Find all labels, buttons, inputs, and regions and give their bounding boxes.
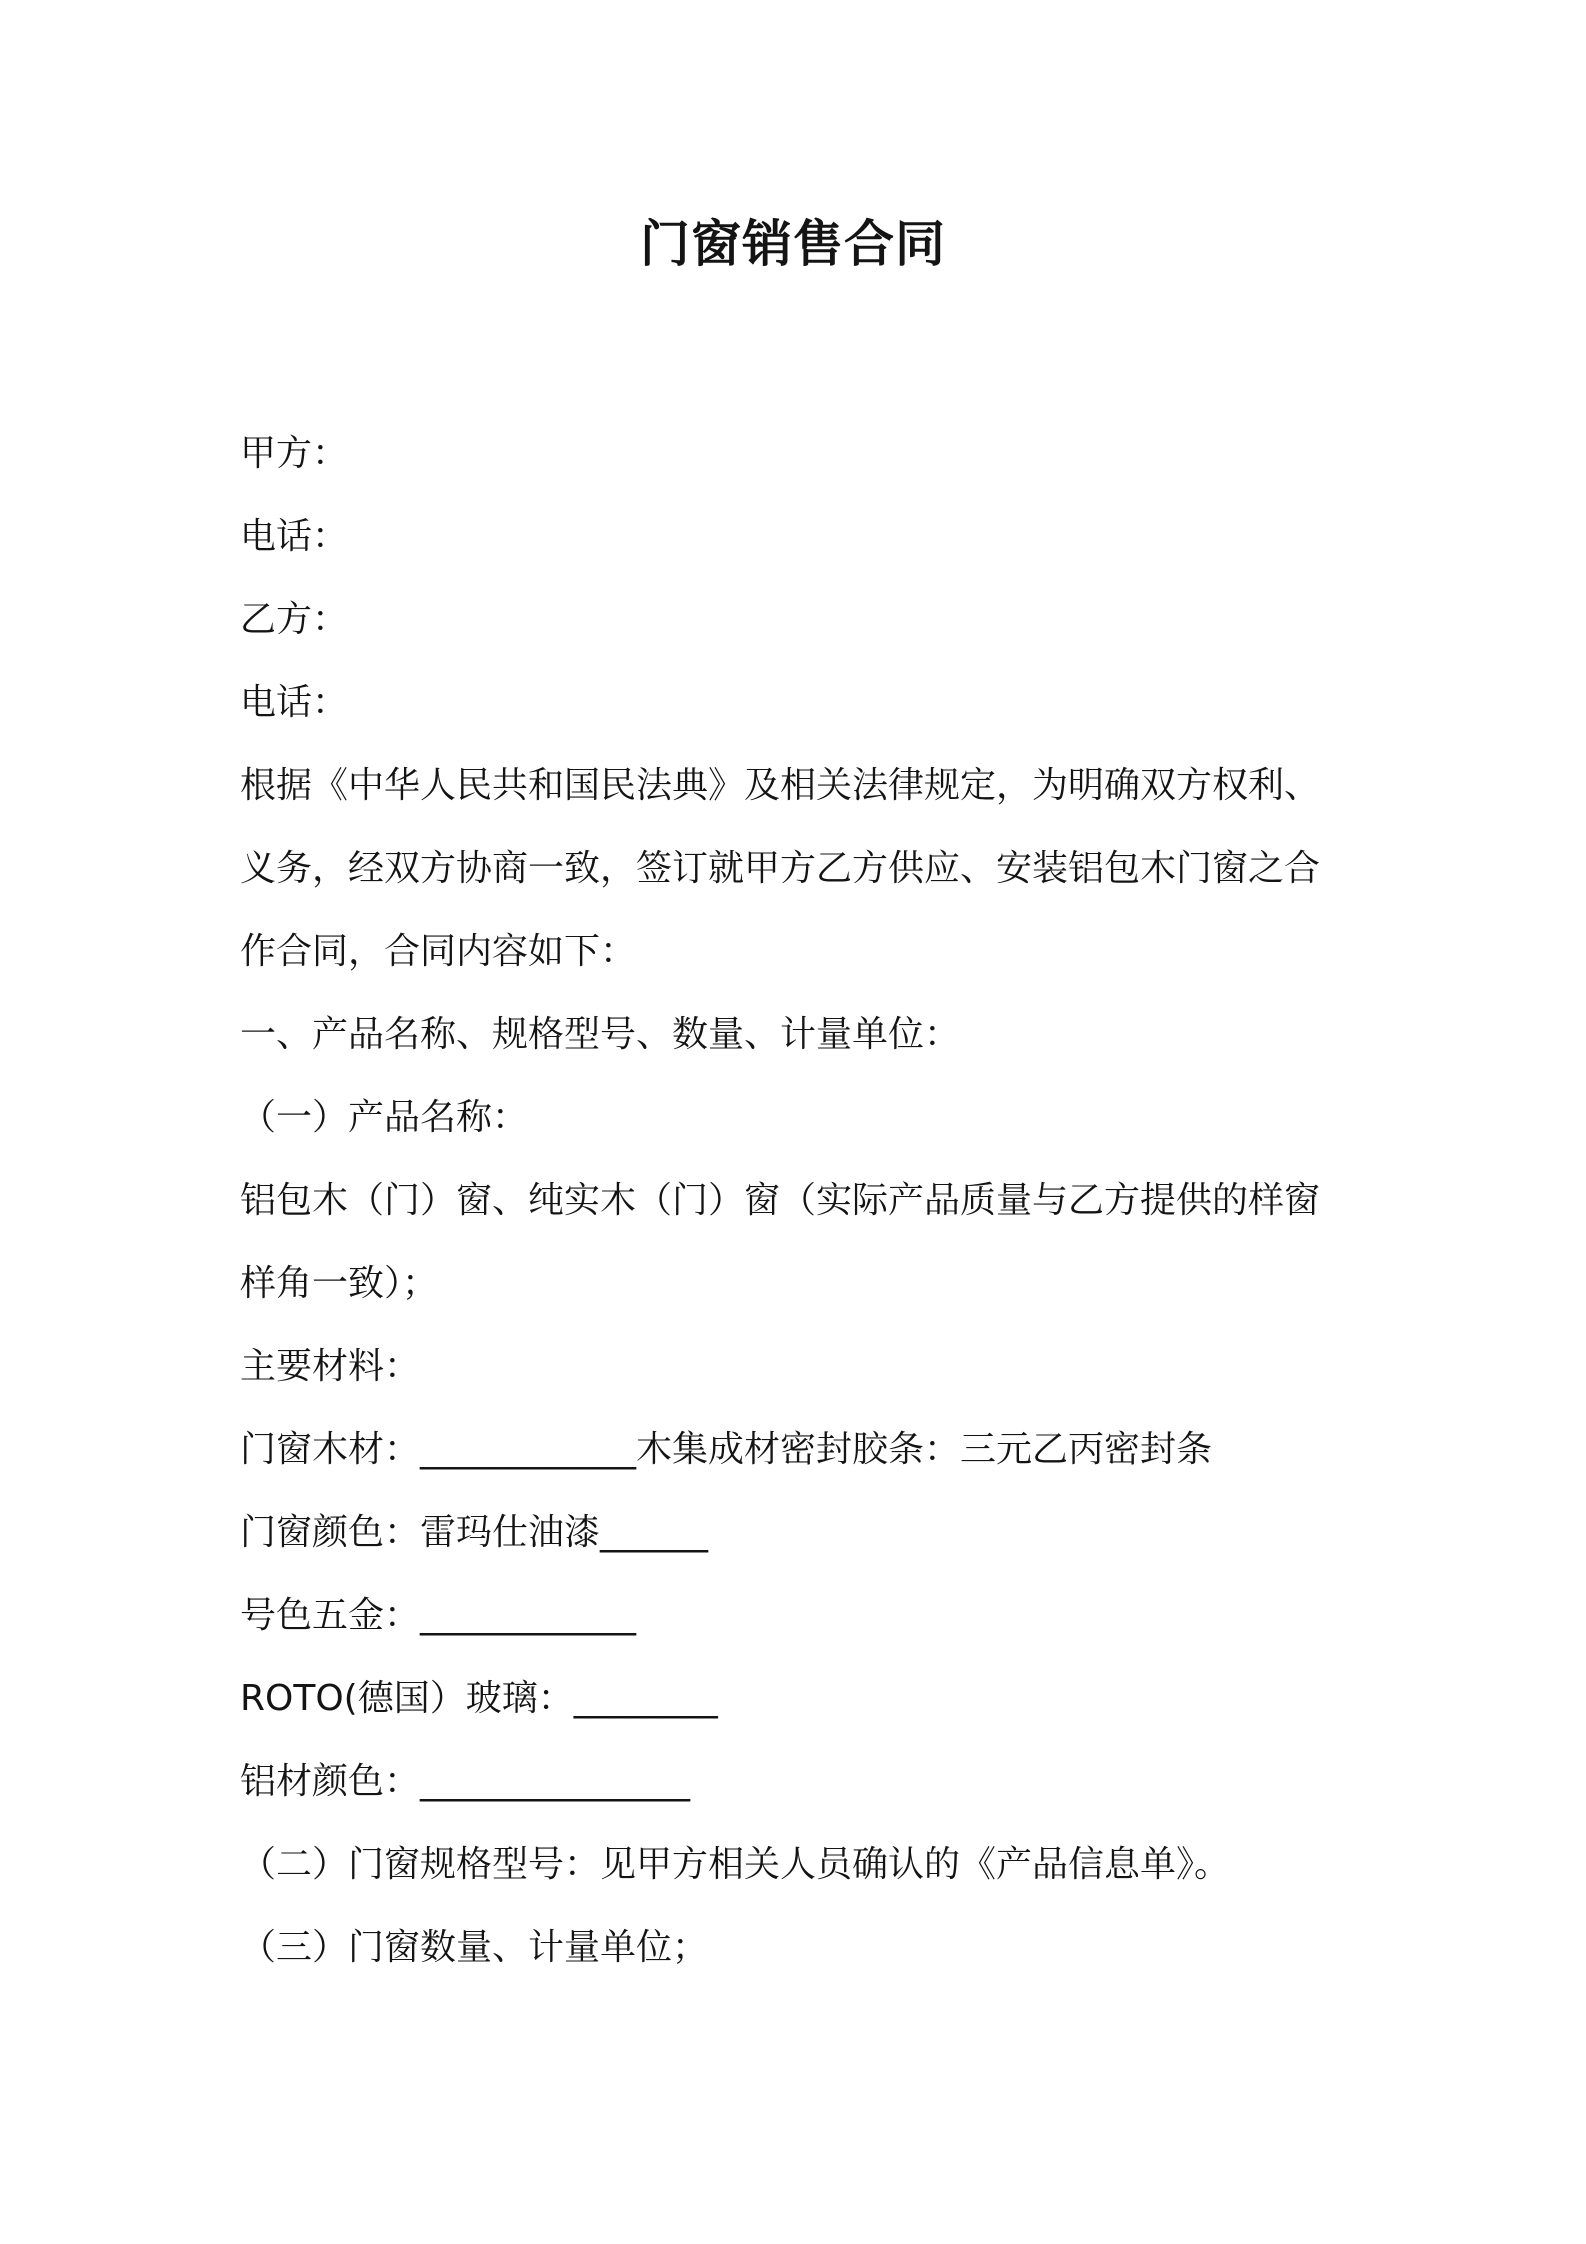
preamble-line-3: 作合同，合同内容如下： (240, 931, 637, 972)
document-title: 门窗销售合同 (640, 215, 946, 273)
party-b-phone-line: 电话： (240, 682, 349, 723)
subsection-3-line: （三）门窗数量、计量单位； (240, 1927, 709, 1968)
document-body (240, 412, 1360, 1989)
party-a-phone-line: 电话： (240, 516, 349, 557)
preamble-line-2: 义务，经双方协商一致，签订就甲方乙方供应、安装铝包木门窗之合 (240, 848, 1321, 889)
party-a-line: 甲方： (240, 433, 349, 474)
aluminum-color-line: 铝材颜色：_______________ (240, 1761, 691, 1802)
product-name-line-2: 样角一致）； (240, 1263, 439, 1304)
wood-material-line: 门窗木材：____________木集成材密封胶条：三元乙丙密封条 (240, 1429, 1213, 1470)
preamble-line-1: 根据《中华人民共和国民法典》及相关法律规定，为明确双方权利、 (240, 765, 1321, 806)
section-1-heading: 一、产品名称、规格型号、数量、计量单位： (240, 1014, 961, 1055)
party-b-line: 乙方： (240, 599, 349, 640)
glass-line: ROTO(德国）玻璃：________ (240, 1678, 718, 1719)
subsection-2-line: （二）门窗规格型号：见甲方相关人员确认的《产品信息单》。 (240, 1844, 1231, 1885)
main-materials-heading: 主要材料： (240, 1346, 421, 1387)
window-color-line: 门窗颜色：雷玛仕油漆______ (240, 1512, 709, 1553)
product-name-line-1: 铝包木（门）窗、纯实木（门）窗（实际产品质量与乙方提供的样窗 (240, 1180, 1321, 1221)
subsection-1-heading: （一）产品名称： (240, 1097, 529, 1138)
hardware-line: 号色五金：____________ (240, 1595, 637, 1636)
